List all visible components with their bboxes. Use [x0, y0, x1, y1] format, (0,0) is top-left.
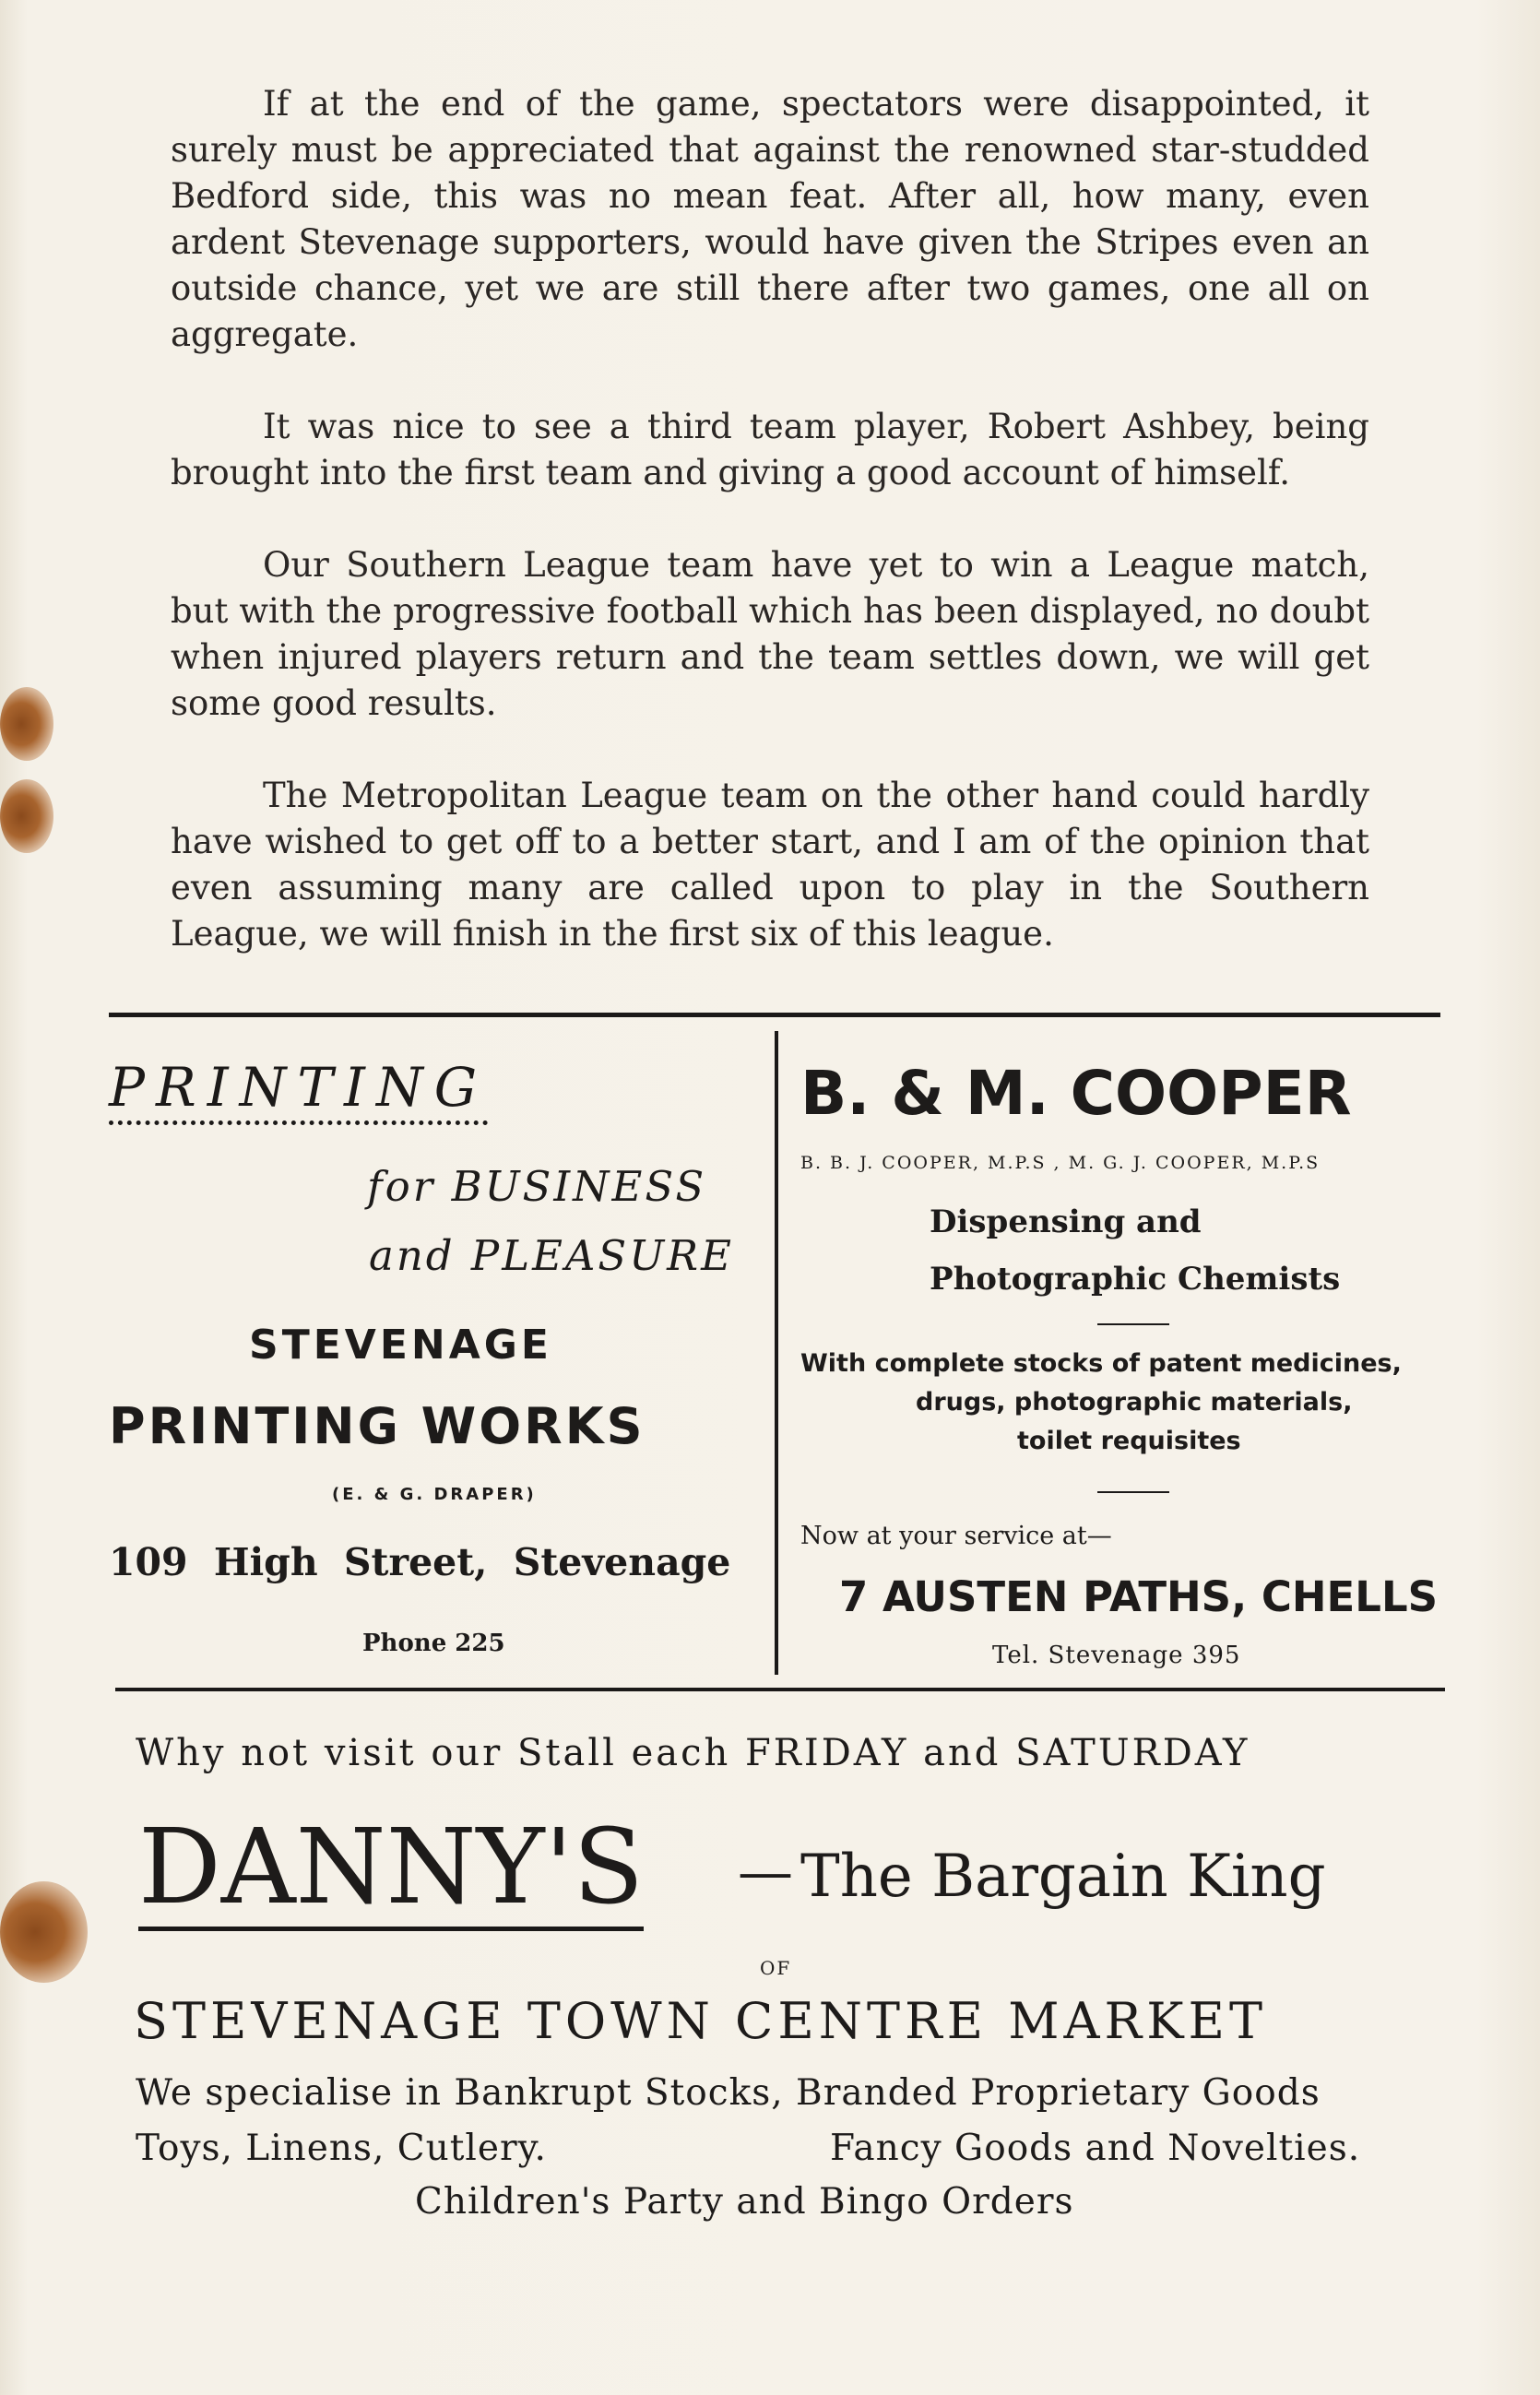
chemist-name: B. & M. COOPER [800, 1058, 1352, 1129]
article-paragraph: Our Southern League team have yet to win a League match, but with the progressive football which has been displayed, no doubt when injured players return and the team settles down, we will get some good results. [171, 545, 1369, 723]
orders-line: Children's Party and Bingo Orders [415, 2181, 1074, 2223]
article-paragraph: If at the end of the game, spectators were disappointed, it surely must be appreciated that against the renowned star-studded Bedford side, this was no mean feat. After all, how many, even ardent Stevenage supporters, would have given the Stripes even an outside chance, yet we are still there after two games, one all on aggregate. [171, 84, 1369, 354]
section-divider [115, 1688, 1445, 1691]
chemist-stock-line3: toilet requisites [1017, 1427, 1241, 1455]
printing-subline: for BUSINESS [367, 1162, 707, 1211]
printer-proprietor: (E. & G. DRAPER) [332, 1485, 537, 1504]
staple-rust-mark [0, 687, 53, 761]
chemist-stock-line2: drugs, photographic materials, [916, 1388, 1353, 1417]
printing-works-advert [109, 1056, 754, 1683]
chemist-service-line: Now at your service at— [800, 1522, 1112, 1550]
goods-line-right: Fancy Goods and Novelties. [830, 2128, 1361, 2169]
of-text: OF [760, 1957, 792, 1979]
visit-line: Why not visit our Stall each FRIDAY and SATURDAY [136, 1732, 1250, 1774]
market-name: STEVENAGE TOWN CENTRE MARKET [134, 1992, 1267, 2050]
printer-name-line2: PRINTING WORKS [109, 1397, 646, 1455]
section-divider [109, 1013, 1440, 1017]
cooper-chemists-advert [800, 1056, 1446, 1683]
dannys-name: DANNY'S [138, 1812, 644, 1931]
chemist-telephone: Tel. Stevenage 395 [992, 1642, 1241, 1669]
printing-heading: PRINTING [109, 1056, 488, 1125]
short-divider [1097, 1323, 1169, 1325]
specialise-line: We specialise in Bankrupt Stocks, Branded Proprietary Goods [136, 2072, 1321, 2114]
chemist-trade-line2: Photographic Chemists [930, 1261, 1341, 1298]
printing-subline: and PLEASURE [369, 1231, 734, 1280]
article-paragraph: It was nice to see a third team player, Robert Ashbey, being brought into the first team and giving a good account of himself. [171, 407, 1369, 492]
printer-phone: Phone 225 [362, 1630, 505, 1657]
article-paragraph: The Metropolitan League team on the other hand could hardly have wished to get off to a better start, and I am of the opinion that even assuming many are called upon to play in the Southern League, we will finish in the first six of this league. [171, 776, 1369, 954]
short-divider [1097, 1491, 1169, 1493]
chemist-trade-line1: Dispensing and [930, 1203, 1202, 1240]
chemist-pharmacists: B. B. J. COOPER, M.P.S , M. G. J. COOPER, M.P.S [800, 1153, 1321, 1173]
chemist-address: 7 AUSTEN PATHS, CHELLS [839, 1572, 1439, 1621]
dannys-tagline: The Bargain King [800, 1843, 1326, 1911]
staple-rust-mark [0, 779, 53, 853]
name-dash: — [738, 1840, 793, 1904]
printer-address: 109 High Street, Stevenage [109, 1540, 731, 1584]
printer-name-line1: STEVENAGE [249, 1322, 552, 1369]
goods-line-left: Toys, Linens, Cutlery. [136, 2128, 547, 2169]
club-notes [171, 81, 1369, 1003]
chemist-stock-line1: With complete stocks of patent medicines, [800, 1349, 1402, 1378]
staple-rust-mark [0, 1881, 88, 1983]
column-divider [775, 1031, 778, 1675]
